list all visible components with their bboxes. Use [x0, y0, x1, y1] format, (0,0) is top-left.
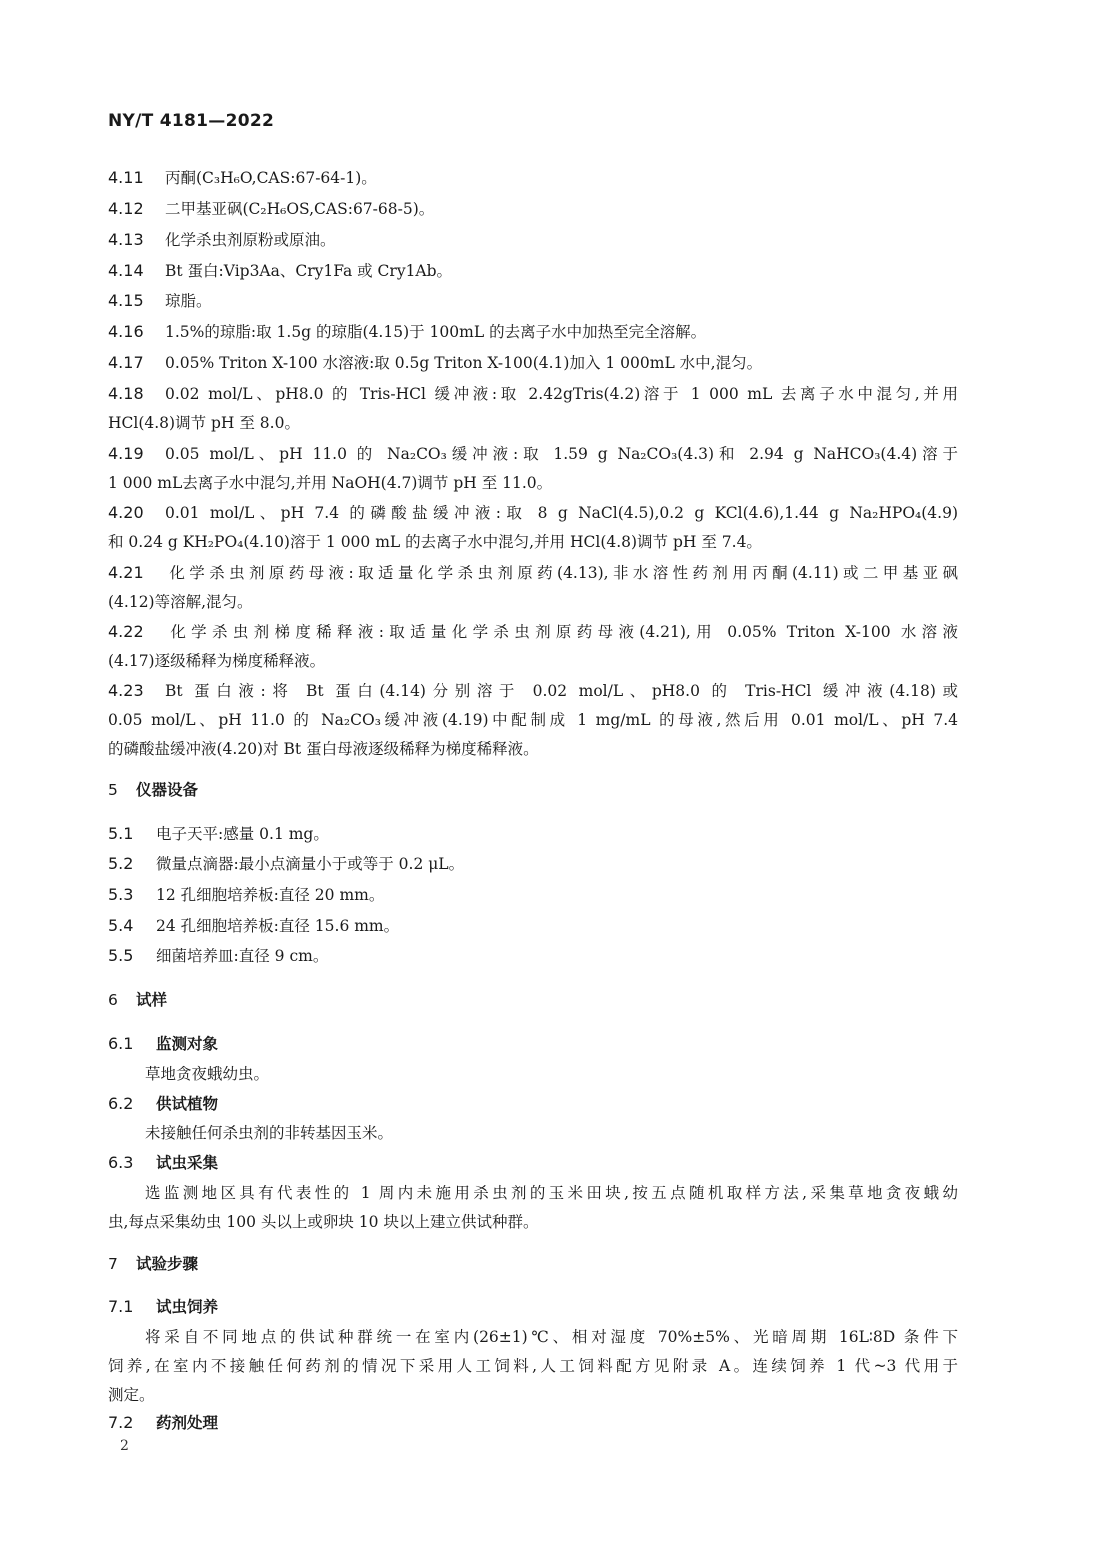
item-number: 4.18 — [108, 384, 144, 403]
item-4-18 — [108, 384, 958, 404]
section-6-heading — [108, 990, 958, 1010]
item-text: 琼脂。 — [165, 292, 212, 310]
subsection-title: 药剂处理 — [156, 1414, 219, 1432]
item-number: 4.20 — [108, 503, 144, 522]
section-title: 仪器设备 — [136, 781, 199, 799]
subsection-number: 7.2 — [108, 1413, 134, 1432]
item-number: 5.2 — [108, 854, 134, 873]
item-text: 二甲基亚砜(C₂H₆OS,CAS:67-68-5)。 — [165, 200, 435, 218]
subsection-number: 6.2 — [108, 1094, 134, 1113]
item-text: 电子天平:感量 0.1 mg。 — [156, 825, 329, 843]
item-text: 化学杀虫剂梯度稀释液:取适量化学杀虫剂原药母液(4.21),用 0.05% Triton X-100 水溶液 — [165, 623, 958, 641]
item-number: 5.1 — [108, 824, 134, 843]
item-4-12 — [108, 199, 958, 219]
subsection-7-1-heading — [108, 1297, 958, 1317]
subsection-number: 7.1 — [108, 1297, 134, 1316]
subsection-number: 6.3 — [108, 1153, 134, 1172]
item-text: 丙酮(C₃H₆O,CAS:67-64-1)。 — [165, 169, 377, 187]
item-4-21 — [108, 563, 958, 583]
subsection-title: 试虫饲养 — [156, 1298, 219, 1316]
item-5-3 — [108, 885, 958, 905]
item-4-17 — [108, 353, 958, 373]
item-4-20 — [108, 503, 958, 523]
section-number: 6 — [108, 991, 118, 1009]
subsection-title: 监测对象 — [156, 1035, 219, 1053]
item-number: 4.22 — [108, 622, 144, 641]
item-4-14 — [108, 261, 958, 281]
item-number: 4.11 — [108, 168, 144, 187]
item-4-19 — [108, 444, 958, 464]
item-text: 微量点滴器:最小点滴量小于或等于 0.2 μL。 — [156, 855, 465, 873]
section-7-heading — [108, 1254, 958, 1274]
subsection-title: 试虫采集 — [156, 1154, 219, 1172]
item-text: 化学杀虫剂原粉或原油。 — [165, 231, 336, 249]
item-text: 细菌培养皿:直径 9 cm。 — [156, 947, 329, 965]
item-number: 4.19 — [108, 444, 144, 463]
item-4-23-cont: 0.05 mol/L、pH 11.0 的 Na₂CO₃缓冲液(4.19)中配制成 1 mg/mL 的母液,然后用 0.01 mol/L、pH 7.4 — [108, 711, 958, 729]
item-text: 1.5%的琼脂:取 1.5g 的琼脂(4.15)于 100mL 的去离子水中加热至完全溶解。 — [165, 323, 707, 341]
item-text: 0.02 mol/L、pH8.0 的 Tris-HCl 缓冲液:取 2.42gTris(4.2)溶于 1 000 mL 去离子水中混匀,并用 — [165, 385, 958, 403]
item-5-1 — [108, 824, 958, 844]
item-number: 4.23 — [108, 681, 144, 700]
item-text: 24 孔细胞培养板:直径 15.6 mm。 — [156, 917, 400, 935]
item-number: 4.14 — [108, 261, 144, 280]
section-number: 7 — [108, 1255, 118, 1273]
section-title: 试样 — [136, 991, 168, 1009]
item-4-20-cont: 和 0.24 g KH₂PO₄(4.10)溶于 1 000 mL 的去离子水中混匀,并用 HCl(4.8)调节 pH 至 7.4。 — [108, 533, 762, 551]
subsection-6-3-body-cont: 虫,每点采集幼虫 100 头以上或卵块 10 块以上建立供试种群。 — [108, 1213, 539, 1231]
item-4-23 — [108, 681, 958, 701]
item-4-22 — [108, 622, 958, 642]
item-number: 5.5 — [108, 946, 134, 965]
standard-code-header: NY/T 4181—2022 — [108, 111, 275, 131]
item-text: Bt 蛋白:Vip3Aa、Cry1Fa 或 Cry1Ab。 — [165, 262, 453, 280]
item-number: 5.3 — [108, 885, 134, 904]
item-4-21-cont: (4.12)等溶解,混匀。 — [108, 593, 253, 611]
subsection-6-2-body: 未接触任何杀虫剂的非转基因玉米。 — [145, 1124, 394, 1142]
section-number: 5 — [108, 781, 118, 799]
section-5-heading — [108, 780, 958, 800]
item-number: 4.16 — [108, 322, 144, 341]
subsection-6-2-heading — [108, 1094, 958, 1114]
item-4-19-cont: 1 000 mL去离子水中混匀,并用 NaOH(4.7)调节 pH 至 11.0。 — [108, 474, 553, 492]
item-5-2 — [108, 854, 958, 874]
item-4-11 — [108, 168, 958, 188]
item-5-5 — [108, 946, 958, 966]
item-text: 化学杀虫剂原药母液:取适量化学杀虫剂原药(4.13),非水溶性药剂用丙酮(4.11)或二甲基亚砜 — [165, 564, 958, 582]
item-number: 4.13 — [108, 230, 144, 249]
subsection-6-1-heading — [108, 1034, 958, 1054]
item-4-13 — [108, 230, 958, 250]
item-4-23-cont2: 的磷酸盐缓冲液(4.20)对 Bt 蛋白母液逐级稀释为梯度稀释液。 — [108, 740, 539, 758]
item-4-15 — [108, 291, 958, 311]
page-number: 2 — [120, 1438, 129, 1454]
item-text: 0.05 mol/L、pH 11.0 的 Na₂CO₃缓冲液:取 1.59 g Na₂CO₃(4.3)和 2.94 g NaHCO₃(4.4)溶于 — [165, 445, 958, 463]
subsection-title: 供试植物 — [156, 1095, 219, 1113]
item-4-22-cont: (4.17)逐级稀释为梯度稀释液。 — [108, 652, 326, 670]
item-text: Bt 蛋白液:将 Bt 蛋白(4.14)分别溶于 0.02 mol/L、pH8.0 的 Tris-HCl 缓冲液(4.18)或 — [165, 682, 958, 700]
subsection-6-3-heading — [108, 1153, 958, 1173]
item-number: 4.17 — [108, 353, 144, 372]
section-title: 试验步骤 — [136, 1255, 199, 1273]
item-4-16 — [108, 322, 958, 342]
item-text: 0.05% Triton X-100 水溶液:取 0.5g Triton X-100(4.1)加入 1 000mL 水中,混匀。 — [165, 354, 763, 372]
subsection-7-1-body-cont2: 测定。 — [108, 1386, 155, 1404]
item-number: 4.21 — [108, 563, 144, 582]
item-4-18-cont: HCl(4.8)调节 pH 至 8.0。 — [108, 414, 300, 432]
subsection-6-1-body: 草地贪夜蛾幼虫。 — [145, 1065, 270, 1083]
item-number: 5.4 — [108, 916, 134, 935]
item-number: 4.12 — [108, 199, 144, 218]
item-5-4 — [108, 916, 958, 936]
item-number: 4.15 — [108, 291, 144, 310]
subsection-number: 6.1 — [108, 1034, 134, 1053]
subsection-7-1-body: 将采自不同地点的供试种群统一在室内(26±1)℃、相对湿度 70%±5%、光暗周期 16L∶8D 条件下 — [145, 1328, 958, 1346]
subsection-6-3-body: 选监测地区具有代表性的 1 周内未施用杀虫剂的玉米田块,按五点随机取样方法,采集草地贪夜蛾幼 — [145, 1184, 958, 1202]
item-text: 0.01 mol/L、pH 7.4 的磷酸盐缓冲液:取 8 g NaCl(4.5),0.2 g KCl(4.6),1.44 g Na₂HPO₄(4.9) — [165, 504, 958, 522]
item-text: 12 孔细胞培养板:直径 20 mm。 — [156, 886, 385, 904]
subsection-7-2-heading — [108, 1413, 958, 1433]
subsection-7-1-body-cont: 饲养,在室内不接触任何药剂的情况下采用人工饲料,人工饲料配方见附录 A。连续饲养 1 代~3 代用于 — [108, 1357, 958, 1375]
